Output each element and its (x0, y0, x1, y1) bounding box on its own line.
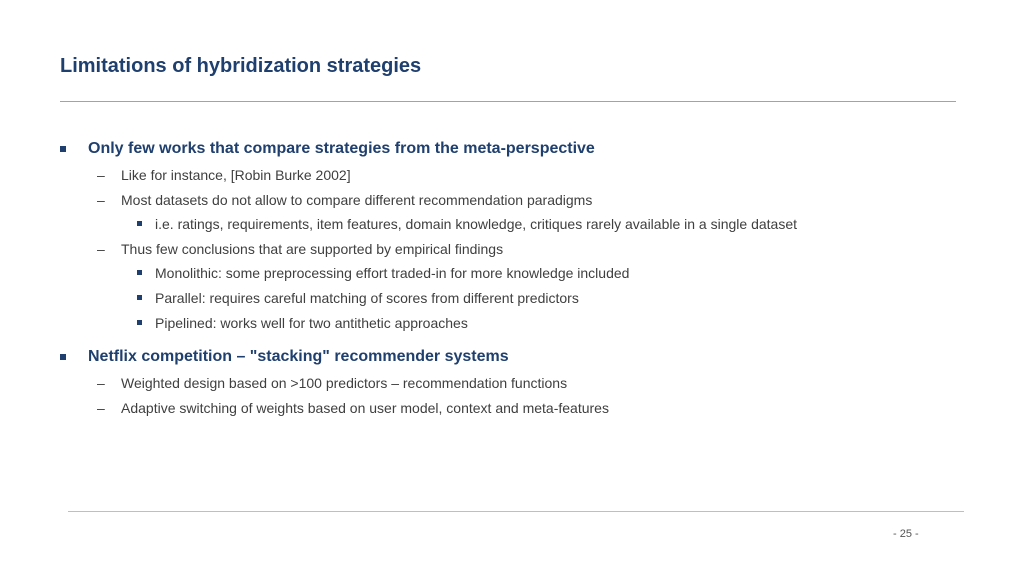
bullet-l2-text: Most datasets do not allow to compare different recommendation paradigms (121, 192, 593, 208)
dash-bullet-icon: – (97, 400, 105, 416)
square-bullet-icon (60, 354, 66, 360)
square-bullet-icon (137, 221, 142, 226)
square-bullet-icon (137, 295, 142, 300)
bullet-l3-text: Parallel: requires careful matching of scores from different predictors (155, 290, 579, 306)
title-divider (60, 101, 956, 102)
dash-bullet-icon: – (97, 241, 105, 257)
dash-bullet-icon: – (97, 167, 105, 183)
footer-divider (68, 511, 964, 512)
bullet-l1-text: Netflix competition – "stacking" recommender systems (88, 348, 509, 365)
bullet-l2-text: Like for instance, [Robin Burke 2002] (121, 167, 351, 183)
bullet-l1-text: Only few works that compare strategies from the meta-perspective (88, 140, 595, 157)
bullet-l2-text: Adaptive switching of weights based on user model, context and meta-features (121, 400, 609, 416)
bullet-l2-text: Thus few conclusions that are supported by empirical findings (121, 241, 504, 257)
dash-bullet-icon: – (97, 375, 105, 391)
page-number: - 25 - (893, 528, 919, 540)
square-bullet-icon (137, 320, 142, 325)
bullet-l2-text: Weighted design based on >100 predictors – recommendation functions (121, 375, 568, 391)
dash-bullet-icon: – (97, 192, 105, 208)
square-bullet-icon (137, 270, 142, 275)
slide-title: Limitations of hybridization strategies (60, 55, 422, 77)
bullet-l3-text: i.e. ratings, requirements, item features, domain knowledge, critiques rarely available in a single dataset (155, 216, 797, 232)
square-bullet-icon (60, 146, 66, 152)
bullet-l3-text: Monolithic: some preprocessing effort traded-in for more knowledge included (155, 265, 630, 281)
bullet-l3-text: Pipelined: works well for two antithetic approaches (155, 315, 468, 331)
